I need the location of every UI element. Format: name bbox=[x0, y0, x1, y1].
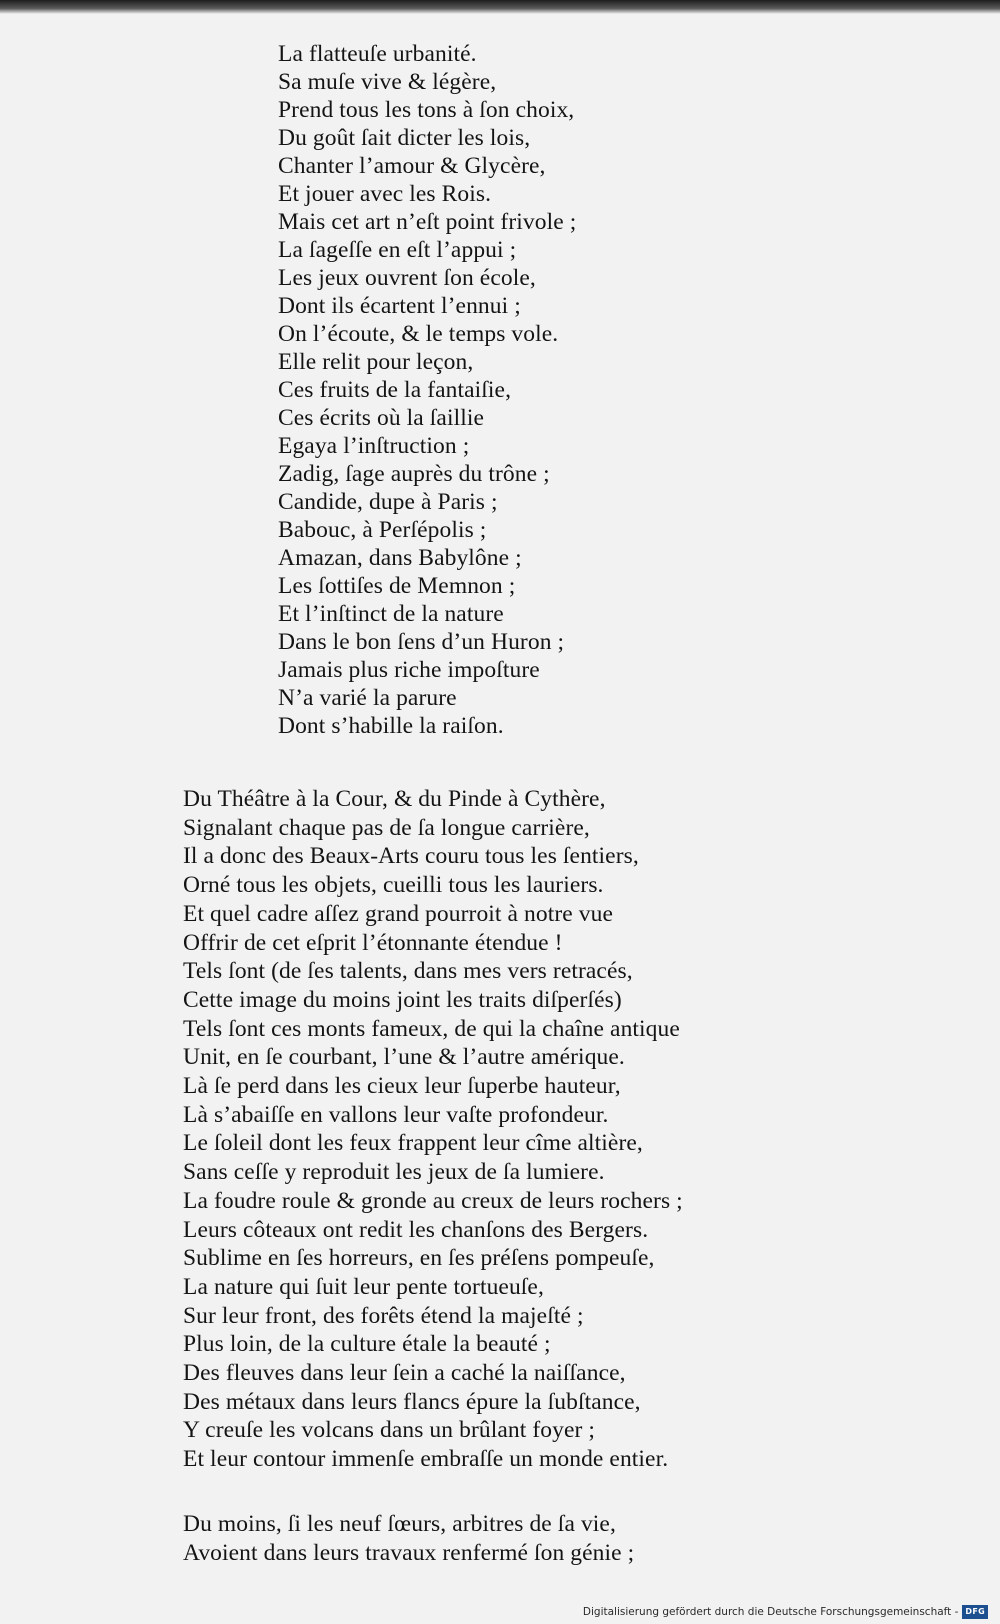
poem-line: Du goût ſait dicter les lois, bbox=[278, 125, 531, 151]
poem-line: Il a donc des Beaux-Arts couru tous les ſentiers, bbox=[183, 843, 639, 870]
poem-line: La ſageſſe en eſt l’appui ; bbox=[278, 237, 517, 263]
poem-line: Le ſoleil dont les feux frappent leur cîme altière, bbox=[183, 1130, 643, 1157]
poem-line: Mais cet art n’eſt point frivole ; bbox=[278, 209, 577, 235]
poem-line: Sublime en ſes horreurs, en ſes préſens pompeuſe, bbox=[183, 1245, 655, 1272]
poem-line: Avoient dans leurs travaux renfermé ſon génie ; bbox=[183, 1540, 635, 1566]
poem-line: Tels ſont ces monts fameux, de qui la chaîne antique bbox=[183, 1015, 680, 1042]
poem-line: Amazan, dans Babylône ; bbox=[278, 545, 522, 571]
poem-line: Ces fruits de la fantaiſie, bbox=[278, 377, 512, 403]
poem-line: La nature qui ſuit leur pente tortueuſe, bbox=[183, 1273, 544, 1300]
poem-line: Sa muſe vive & légère, bbox=[278, 69, 497, 95]
poem-line: N’a varié la parure bbox=[278, 685, 457, 711]
poem-line: Sans ceſſe y reproduit les jeux de ſa lumiere. bbox=[183, 1159, 605, 1186]
poem-line: Y creuſe les volcans dans un brûlant foyer ; bbox=[183, 1417, 596, 1444]
poem-line: Elle relit pour leçon, bbox=[278, 349, 474, 375]
poem-line: Ces écrits où la ſaillie bbox=[278, 405, 485, 431]
dfg-logo: DFG bbox=[962, 1605, 988, 1619]
poem-line: Et jouer avec les Rois. bbox=[278, 181, 492, 207]
poem-line: Signalant chaque pas de ſa longue carrière, bbox=[183, 814, 590, 841]
poem-line: Dont s’habille la raiſon. bbox=[278, 713, 504, 739]
poem-line: La flatteuſe urbanité. bbox=[278, 41, 477, 67]
poem-line: Prend tous les tons à ſon choix, bbox=[278, 97, 575, 123]
poem-line: On l’écoute, & le temps vole. bbox=[278, 321, 559, 347]
poem-line: Du Théâtre à la Cour, & du Pinde à Cythère, bbox=[183, 786, 606, 812]
poem-line: Et leur contour immenſe embraſſe un monde entier. bbox=[183, 1446, 669, 1473]
funding-note: Digitalisierung gefördert durch die Deutsche Forschungsgemeinschaft - bbox=[582, 1606, 959, 1618]
poem-line: Egaya l’inſtruction ; bbox=[278, 433, 470, 459]
poem-line: Jamais plus riche impoſture bbox=[278, 657, 540, 683]
poem-line: Cette image du moins joint les traits diſperſés) bbox=[183, 986, 622, 1013]
poem-line: Orné tous les objets, cueilli tous les lauriers. bbox=[183, 872, 604, 899]
poem-line: Des métaux dans leurs flancs épure la ſubſtance, bbox=[183, 1388, 641, 1415]
poem-line: Et l’inſtinct de la nature bbox=[278, 601, 504, 627]
poem-line: Les jeux ouvrent ſon école, bbox=[278, 265, 536, 291]
poem-line: Et quel cadre aſſez grand pourroit à notre vue bbox=[183, 900, 614, 927]
poem-line: Du moins, ſi les neuf ſœurs, arbitres de ſa vie, bbox=[183, 1511, 616, 1537]
poem-line: Là s’abaiſſe en vallons leur vaſte profondeur. bbox=[183, 1101, 609, 1128]
poem-line: Babouc, à Perſépolis ; bbox=[278, 517, 487, 543]
poem-line: Sur leur front, des forêts étend la majeſté ; bbox=[183, 1302, 584, 1329]
poem-line: Des fleuves dans leur ſein a caché la naiſſance, bbox=[183, 1360, 626, 1386]
poem-line: Plus loin, de la culture étale la beauté ; bbox=[183, 1331, 551, 1358]
poem-line: Là ſe perd dans les cieux leur ſuperbe hauteur, bbox=[183, 1073, 621, 1099]
poem-line: Leurs côteaux ont redit les chanſons des Bergers. bbox=[183, 1216, 649, 1243]
poem-line: Chanter l’amour & Glycère, bbox=[278, 153, 546, 179]
poem-line: Offrir de cet eſprit l’étonnante étendue ! bbox=[183, 929, 563, 956]
poem-line: Tels ſont (de ſes talents, dans mes vers retracés, bbox=[183, 958, 633, 985]
poem-line: La foudre roule & gronde au creux de leurs rochers ; bbox=[183, 1187, 683, 1214]
poem-line: Dans le bon ſens d’un Huron ; bbox=[278, 629, 565, 655]
poem-line: Zadig, ſage auprès du trône ; bbox=[278, 461, 550, 487]
poem-line: Unit, en ſe courbant, l’une & l’autre amérique. bbox=[183, 1044, 625, 1071]
poem-line: Candide, dupe à Paris ; bbox=[278, 489, 498, 515]
digitization-footer bbox=[583, 1603, 988, 1621]
poem-line: Dont ils écartent l’ennui ; bbox=[278, 293, 521, 319]
page-top-edge bbox=[0, 0, 1000, 14]
poem-line: Les ſottiſes de Memnon ; bbox=[278, 573, 516, 599]
